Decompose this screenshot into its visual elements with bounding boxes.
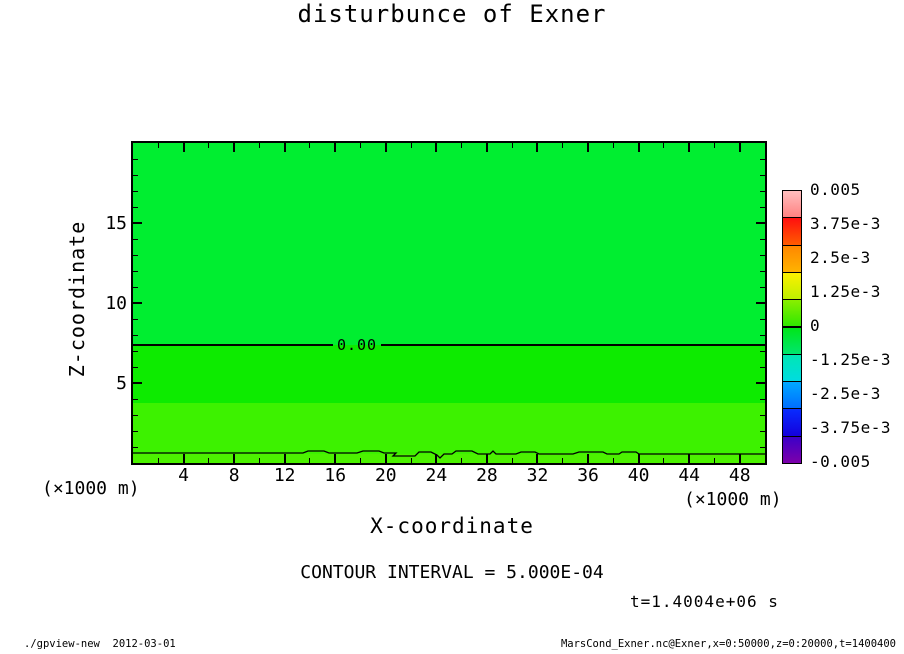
- z-minor-tick: [133, 239, 138, 240]
- x-minor-tick: [309, 143, 310, 148]
- x-major-tick: [638, 454, 640, 463]
- x-major-tick: [385, 454, 387, 463]
- x-minor-tick: [208, 143, 209, 148]
- colorbar-box: [782, 436, 802, 464]
- x-minor-tick: [360, 143, 361, 148]
- x-minor-tick: [158, 458, 159, 463]
- x-tick-label: 16: [324, 465, 347, 486]
- x-tick-label: 20: [374, 465, 397, 486]
- z-minor-tick: [133, 287, 138, 288]
- x-major-tick: [233, 454, 235, 463]
- z-tick-label: 15: [105, 213, 127, 234]
- x-axis-unit: (×1000 m): [684, 489, 782, 510]
- x-major-tick: [486, 143, 488, 152]
- x-major-tick: [587, 143, 589, 152]
- z-axis-unit: (×1000 m): [42, 478, 140, 499]
- z-minor-tick: [760, 191, 765, 192]
- colorbar-box: [782, 408, 802, 436]
- x-major-tick: [739, 143, 741, 152]
- x-major-tick: [486, 454, 488, 463]
- z-minor-tick: [760, 239, 765, 240]
- x-major-tick: [435, 454, 437, 463]
- fill-region-upper: [133, 143, 765, 345]
- x-major-tick: [183, 143, 185, 152]
- z-minor-tick: [133, 271, 138, 272]
- x-minor-tick: [562, 143, 563, 148]
- x-minor-tick: [613, 143, 614, 148]
- z-minor-tick: [133, 159, 138, 160]
- z-minor-tick: [760, 287, 765, 288]
- z-minor-tick: [133, 207, 138, 208]
- x-major-tick: [284, 143, 286, 152]
- z-major-tick: [133, 222, 142, 224]
- x-minor-tick: [461, 143, 462, 148]
- z-tick-label: 10: [105, 293, 127, 314]
- z-major-tick: [756, 382, 765, 384]
- x-minor-tick: [158, 143, 159, 148]
- colorbar-label: 3.75e-3: [810, 214, 881, 233]
- colorbar-label: 2.5e-3: [810, 248, 871, 267]
- x-tick-label: 48: [728, 465, 751, 486]
- x-minor-tick: [663, 458, 664, 463]
- colorbar-box: [782, 381, 802, 409]
- footer-file-text: MarsCond_Exner.nc@Exner,x=0:50000,z=0:20000,t=1400400: [560, 638, 896, 650]
- z-minor-tick: [133, 319, 138, 320]
- x-minor-tick: [411, 143, 412, 148]
- x-major-tick: [183, 454, 185, 463]
- contour-interval-text: CONTOUR INTERVAL = 5.000E-04: [300, 562, 604, 583]
- z-tick-label: 5: [116, 373, 127, 394]
- x-minor-tick: [309, 458, 310, 463]
- colorbar-label: 0.005: [810, 180, 861, 199]
- colorbar-label: 0: [810, 316, 821, 335]
- x-major-tick: [587, 454, 589, 463]
- colorbar-box: [782, 272, 802, 300]
- z-minor-tick: [133, 399, 138, 400]
- colorbar: [782, 190, 802, 463]
- x-major-tick: [284, 454, 286, 463]
- z-major-tick: [133, 382, 142, 384]
- x-tick-label: 32: [526, 465, 549, 486]
- contour-line-wavy: [133, 446, 765, 460]
- x-tick-label: 28: [476, 465, 498, 486]
- x-minor-tick: [461, 458, 462, 463]
- z-minor-tick: [760, 319, 765, 320]
- zero-contour-label: 0.00: [336, 336, 378, 354]
- z-minor-tick: [760, 367, 765, 368]
- x-major-tick: [638, 143, 640, 152]
- z-minor-tick: [760, 207, 765, 208]
- colorbar-box: [782, 217, 802, 245]
- z-minor-tick: [133, 335, 138, 336]
- x-minor-tick: [562, 458, 563, 463]
- z-minor-tick: [760, 431, 765, 432]
- z-major-tick: [756, 302, 765, 304]
- x-minor-tick: [259, 143, 260, 148]
- colorbar-label: 1.25e-3: [810, 282, 881, 301]
- x-minor-tick: [512, 143, 513, 148]
- x-major-tick: [536, 143, 538, 152]
- x-major-tick: [688, 454, 690, 463]
- colorbar-box: [782, 354, 802, 382]
- z-minor-tick: [760, 271, 765, 272]
- z-minor-tick: [760, 175, 765, 176]
- x-minor-tick: [663, 143, 664, 148]
- x-tick-label: 12: [273, 465, 296, 486]
- x-minor-tick: [360, 458, 361, 463]
- z-minor-tick: [133, 367, 138, 368]
- z-major-tick: [756, 222, 765, 224]
- z-minor-tick: [133, 415, 138, 416]
- z-minor-tick: [760, 159, 765, 160]
- fill-region-middle: [133, 345, 765, 403]
- x-minor-tick: [613, 458, 614, 463]
- x-tick-label: 44: [678, 465, 700, 486]
- z-minor-tick: [760, 255, 765, 256]
- x-major-tick: [739, 454, 741, 463]
- footer-command-text: ./gpview-new 2012-03-01: [24, 638, 176, 650]
- x-tick-label: 40: [627, 465, 650, 486]
- x-tick-label: 8: [228, 465, 240, 486]
- x-major-tick: [385, 143, 387, 152]
- z-minor-tick: [760, 415, 765, 416]
- z-minor-tick: [760, 399, 765, 400]
- x-minor-tick: [259, 458, 260, 463]
- z-minor-tick: [760, 335, 765, 336]
- colorbar-box: [782, 245, 802, 273]
- x-minor-tick: [411, 458, 412, 463]
- z-axis-label: Z-coordinate: [65, 220, 89, 378]
- colorbar-labels: [810, 180, 900, 471]
- x-major-tick: [536, 454, 538, 463]
- x-tick-label: 36: [577, 465, 599, 486]
- x-minor-tick: [714, 143, 715, 148]
- x-minor-tick: [208, 458, 209, 463]
- colorbar-label: -1.25e-3: [810, 350, 892, 369]
- x-minor-tick: [512, 458, 513, 463]
- z-minor-tick: [133, 191, 138, 192]
- x-minor-tick: [714, 458, 715, 463]
- x-major-tick: [334, 143, 336, 152]
- z-minor-tick: [133, 351, 138, 352]
- time-text: t=1.4004e+06 s: [630, 592, 779, 611]
- zero-contour-line: [381, 344, 765, 346]
- x-major-tick: [233, 143, 235, 152]
- x-tick-label: 4: [178, 465, 189, 486]
- z-minor-tick: [133, 447, 138, 448]
- plot-area: [131, 141, 767, 465]
- colorbar-box: [782, 327, 802, 355]
- zero-contour-line: [133, 344, 333, 346]
- z-major-tick: [133, 302, 142, 304]
- x-major-tick: [435, 143, 437, 152]
- x-major-tick: [334, 454, 336, 463]
- x-tick-label: 24: [425, 465, 448, 486]
- z-minor-tick: [760, 447, 765, 448]
- colorbar-box: [782, 190, 802, 218]
- z-minor-tick: [133, 431, 138, 432]
- z-minor-tick: [133, 175, 138, 176]
- colorbar-label: -2.5e-3: [810, 384, 881, 403]
- z-minor-tick: [133, 255, 138, 256]
- z-minor-tick: [760, 351, 765, 352]
- x-major-tick: [688, 143, 690, 152]
- colorbar-label: -0.005: [810, 452, 871, 471]
- colorbar-box: [782, 299, 802, 327]
- x-axis-label: X-coordinate: [370, 514, 534, 538]
- chart-title: disturbunce of Exner: [297, 0, 607, 28]
- colorbar-label: -3.75e-3: [810, 418, 892, 437]
